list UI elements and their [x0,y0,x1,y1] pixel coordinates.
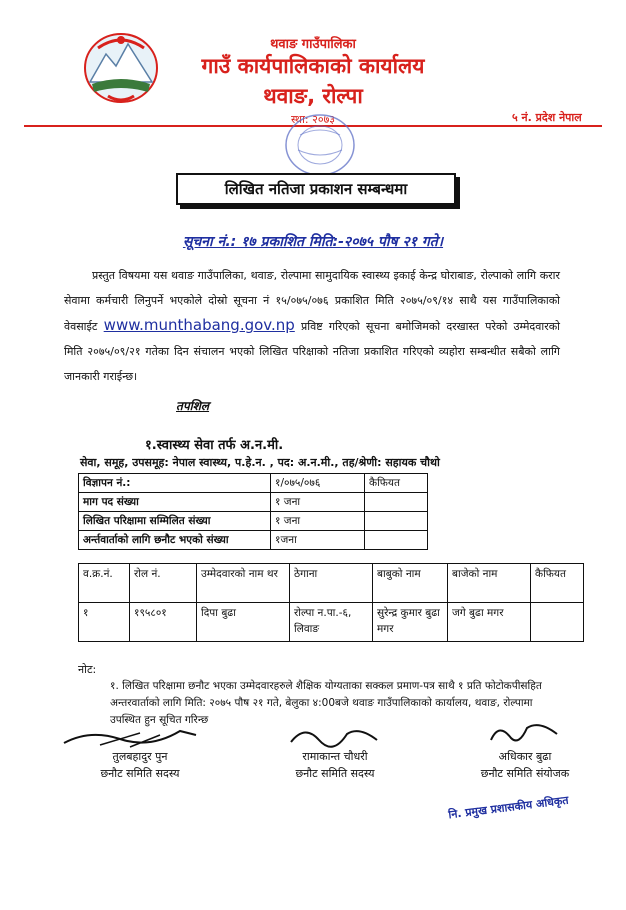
signatory-role: छनौट समिति संयोजक [480,767,570,780]
table-header-row [79,564,584,603]
table-cell: लिखित परिक्षामा सम्मिलित संख्या [79,512,271,531]
table-cell: १/०७५/०७६ [271,474,365,493]
signatory-name: तुलबहादुर पुन [112,750,168,763]
province-label: ५ नं. प्रदेश नेपाल [512,111,582,124]
table-cell: १ जना [271,493,365,512]
body-paragraph [64,263,560,389]
column-header: बाजेको नाम [448,564,531,603]
table-cell: १जना [271,531,365,550]
service-group-line: सेवा, समूह, उपसमूह: नेपाल स्वास्थ्य, प.हे.न. , पद: अ.न.मी., तह/श्रेणी: सहायक चौथो [80,456,440,469]
signatory-name: अधिकार बुढा [498,750,552,763]
table-cell: जगे बुढा मगर [448,603,531,642]
signature-scribble-icon [285,722,385,750]
signatory-role: छनौट समिति सदस्य [295,767,375,780]
column-header: बाबुको नाम [373,564,448,603]
table-cell: रोल्पा न.पा.-६, लिवाङ [290,603,373,642]
table-cell: विज्ञापन नं.: [79,474,271,493]
signatory-1 [70,748,210,782]
office-name: गाउँ कार्यपालिकाको कार्यालय [201,54,425,78]
handwritten-officer-note: नि. प्रमुख प्रशासकीय अधिकृत [447,793,570,822]
table-cell: माग पद संख्या [79,493,271,512]
column-header: कैफियत [531,564,584,603]
table-cell [365,531,428,550]
details-label: तपशिल [176,399,210,413]
table-cell: दिपा बुढा [197,603,290,642]
table-cell: १९५८०१ [130,603,197,642]
note-text: १. लिखित परिक्षामा छनौट भएका उम्मेदवारहरुले शैक्षिक योग्यताका सक्कल प्रमाण-पत्र साथै १ प्रति फोटोकपीसहित अन्तरवार्ताको लागि मिति: २०७५ पौष २१ गते, बेलुका ४:00बजे थवाङ गाउँपालिकाको कार्यालय, थवाङ, रोल्पामा उपस्थित हुन सूचित गरिन्छ [110,680,542,726]
table-cell [531,603,584,642]
table-cell [365,493,428,512]
signatory-name: रामाकान्त चौधरी [302,750,368,763]
table-cell: अर्न्तवार्ताको लागि छनौट भएको संख्या [79,531,271,550]
notice-reference: सूचना नं.: १७ प्रकाशित मिति:-२०७५ पौष २१ गते। [182,234,444,250]
column-header: ठेगाना [290,564,373,603]
table-row [79,512,428,531]
note-label: नोट: [78,663,97,676]
signatory-3 [455,748,595,782]
section-title: १.स्वास्थ्य सेवा तर्फ अ.न.मी. [145,438,284,453]
body-text-part2: प्रविष्ट गरिएको सूचना बमोजिमको दरखास्त परेको उम्मेदवारको मिति २०७५/०९/२१ गतेका दिन संचालन भएको लिखित परिक्षाको नतिजा प्रकाशित गरिएको व्यहोरा सम्बन्धीत सबैको लागि जानकारी गराईन्छ। [64,320,560,383]
signature-scribble-icon [60,725,200,749]
signature-scribble-icon [485,718,565,748]
office-address: थवाङ, रोल्पा [263,84,363,108]
column-header: व.क्र.नं. [79,564,130,603]
table-row [79,531,428,550]
result-table [78,563,584,642]
vacancy-table [78,473,428,550]
signatory-role: छनौट समिति सदस्य [100,767,180,780]
table-row [79,603,584,642]
website-link[interactable]: www.munthabang.gov.np [103,316,295,334]
column-header: रोल नं. [130,564,197,603]
table-row [79,493,428,512]
established-year: स्था: २०७३ [290,113,336,126]
table-cell: सुरेन्द्र कुमार बुढा मगर [373,603,448,642]
table-cell: कैफियत [365,474,428,493]
column-header: उम्मेदवारको नाम थर [197,564,290,603]
table-cell: १ [79,603,130,642]
signatory-2 [265,748,405,782]
document-title: लिखित नतिजा प्रकाशन सम्बन्धमा [176,173,456,205]
municipality-name: थवाङ गाउँपालिका [270,37,356,52]
table-cell [365,512,428,531]
table-row [79,474,428,493]
office-stamp-icon [270,110,370,180]
body-text-part1: प्रस्तुत विषयमा यस थवाङ गाउँपालिका, थवाङ, रोल्पामा सामुदायिक स्वास्थ्य इकाई केन्द्र घोराबाङ, रोल्पाको लागि करार सेवामा कर्मचारी लिनुपर्ने भएकोले दोस्रो सूचना नं १५/०७५/०७६ प्रकाशित मिति २०७५/०९/१४ साथै यस गाउँपालिकाको वेवसाईट [64,269,560,333]
table-cell: १ जना [271,512,365,531]
